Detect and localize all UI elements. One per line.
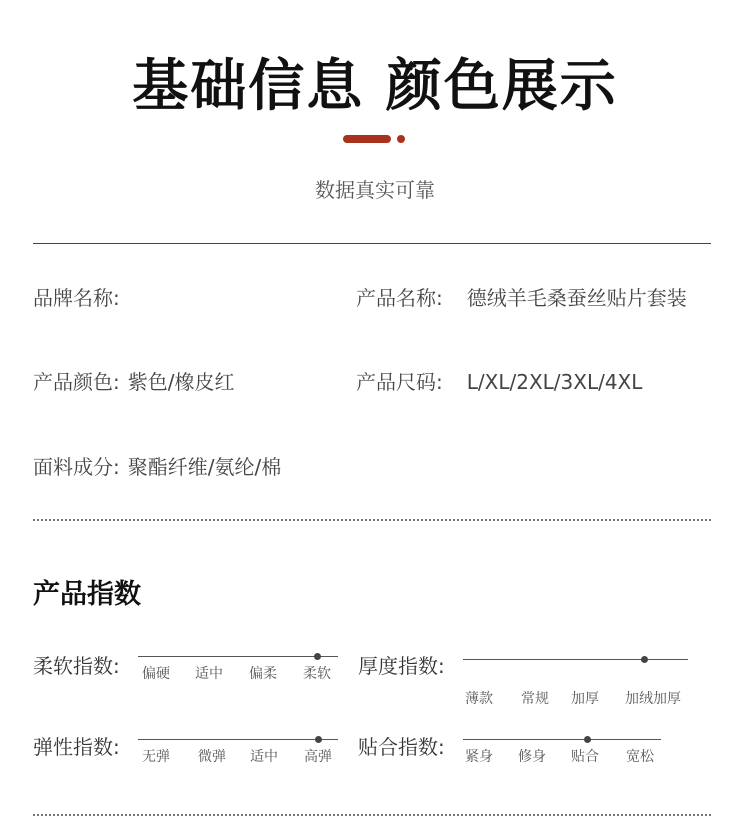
product-color-label: 产品颜色: (33, 370, 120, 394)
softness-option: 适中 (195, 666, 223, 682)
title-accent-bar (343, 135, 391, 143)
softness-scale-marker (314, 653, 321, 660)
softness-option: 柔软 (303, 666, 331, 682)
page-title: 基础信息 颜色展示 (132, 54, 618, 119)
info-divider (33, 519, 711, 521)
fit-option: 宽松 (626, 749, 654, 765)
fit-scale-line (463, 739, 661, 740)
product-name-value: 德绒羊毛桑蚕丝贴片套装 (466, 286, 687, 310)
product-name-row (356, 282, 687, 311)
softness-option: 偏柔 (249, 666, 277, 682)
elasticity-option: 无弹 (142, 749, 170, 765)
softness-label: 柔软指数: (33, 654, 120, 678)
page-subtitle: 数据真实可靠 (315, 178, 435, 202)
elasticity-label: 弹性指数: (33, 735, 120, 759)
product-size-row (356, 366, 642, 395)
brand-row (33, 282, 128, 311)
header-divider (33, 243, 711, 244)
fabric-label: 面料成分: (33, 455, 120, 479)
elasticity-scale-marker (315, 736, 322, 743)
elasticity-option: 微弹 (198, 749, 226, 765)
product-size-value: L/XL/2XL/3XL/4XL (466, 370, 643, 394)
softness-scale-line (138, 656, 338, 657)
thickness-scale-marker (641, 656, 648, 663)
fit-option: 修身 (518, 749, 546, 765)
fabric-value: 聚酯纤维/氨纶/棉 (127, 455, 282, 479)
elasticity-option: 高弹 (304, 749, 332, 765)
product-color-row (33, 366, 235, 395)
thickness-option: 加厚 (571, 691, 599, 707)
thickness-label: 厚度指数: (358, 654, 445, 678)
fit-label: 贴合指数: (358, 735, 445, 759)
thickness-option: 薄款 (465, 691, 493, 707)
bottom-divider (33, 814, 711, 816)
fabric-row (33, 451, 281, 480)
fit-scale-marker (584, 736, 591, 743)
thickness-option: 加绒加厚 (625, 691, 681, 707)
title-accent-dot (397, 135, 405, 143)
brand-label: 品牌名称: (33, 286, 120, 310)
product-size-label: 产品尺码: (356, 370, 443, 394)
section-title-indices: 产品指数 (33, 579, 141, 610)
fit-option: 贴合 (571, 749, 599, 765)
thickness-scale-line (463, 659, 688, 660)
elasticity-scale-line (138, 739, 338, 740)
product-name-label: 产品名称: (356, 286, 443, 310)
thickness-option: 常规 (521, 691, 549, 707)
product-color-value: 紫色/橡皮红 (127, 370, 235, 394)
elasticity-option: 适中 (250, 749, 278, 765)
softness-option: 偏硬 (142, 666, 170, 682)
fit-option: 紧身 (465, 749, 493, 765)
